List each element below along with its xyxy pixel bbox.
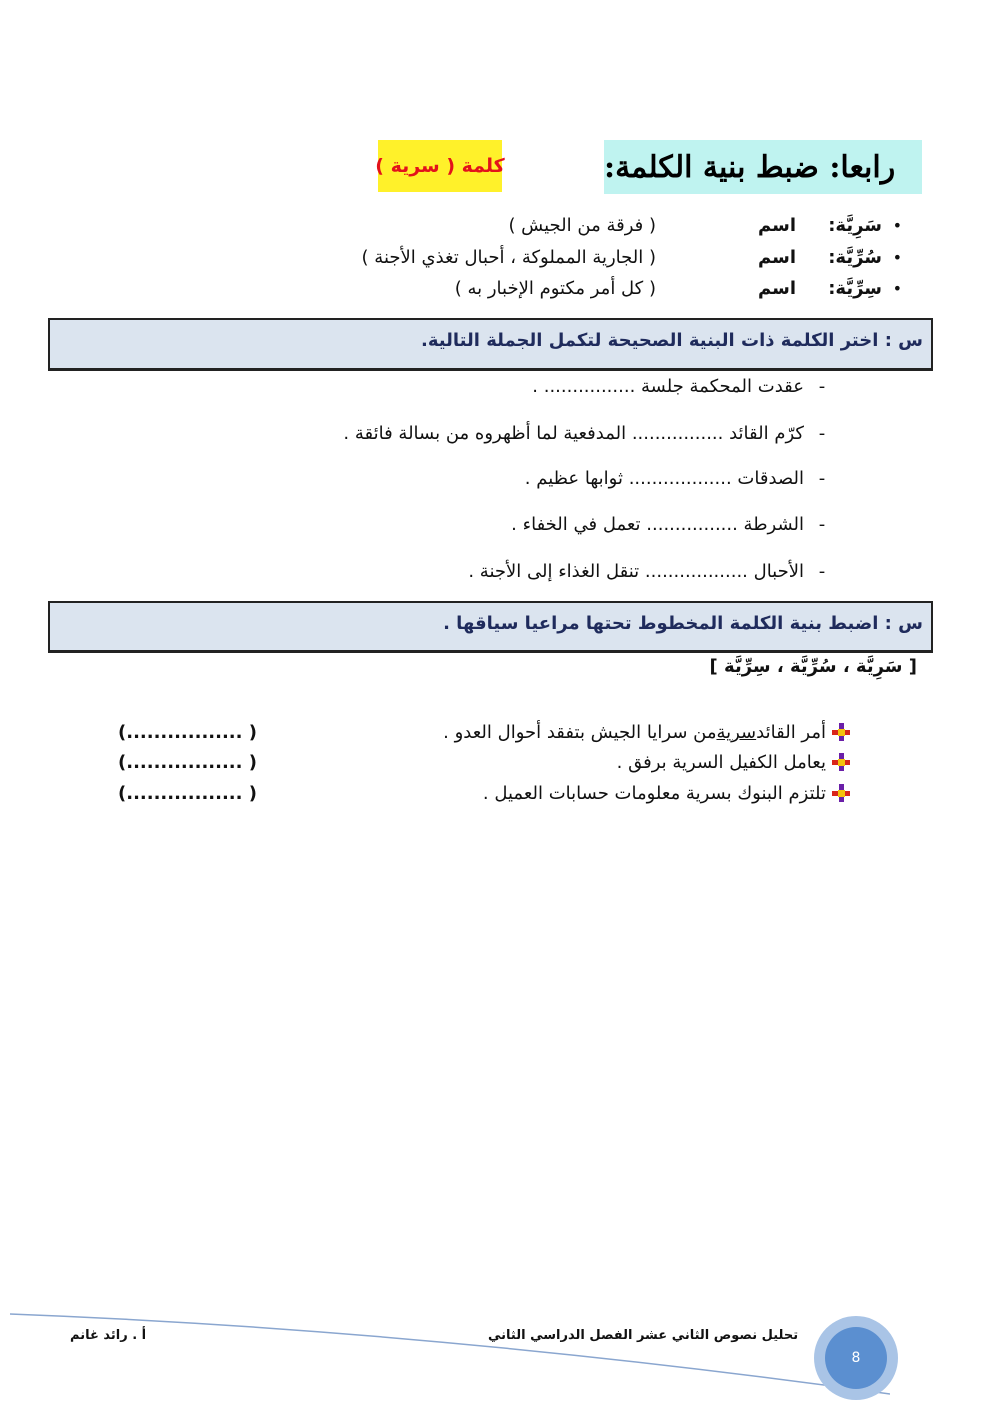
exercise-item (525, 464, 840, 492)
exercise-item (532, 372, 840, 400)
answer-blank: (................. ) (118, 721, 257, 743)
choices-list: [ سَرِيَّة ، سُرِّيَّة ، سِرِّيَّة ] (709, 656, 917, 677)
answer-blank: (................. ) (118, 782, 257, 804)
page-number: 8 (825, 1327, 887, 1389)
page-number-badge (814, 1316, 898, 1400)
plus-bullet-icon (832, 753, 850, 771)
underlined-word: سرية (716, 721, 757, 743)
sentence-text: يعامل الكفيل السرية برفق . (616, 751, 826, 773)
question-1-box (48, 318, 933, 371)
meaning-item (508, 210, 902, 240)
meaning-word: سِرِّيَّة: (828, 277, 882, 299)
sentence-text-after: من سرايا الجيش بتفقد أحوال العدو . (443, 721, 717, 743)
meaning-pos: اسم (758, 214, 796, 236)
question-2-box (48, 601, 933, 653)
exercise-item (511, 510, 840, 538)
dash: - (818, 422, 826, 444)
bullet: • (892, 278, 902, 298)
footer-course: تحليل نصوص الثاني عشر الفصل الدراسي الثاني (488, 1328, 799, 1343)
answer-blank: (................. ) (118, 751, 257, 773)
dash: - (818, 560, 826, 582)
meaning-item (455, 273, 902, 303)
exercise-text: الأحبال .................. تنقل الغذاء إلى الأجنة . (468, 560, 804, 582)
question-1-prompt: س : اختر الكلمة ذات البنية الصحيحة لتكمل الجملة التالية. (421, 330, 923, 351)
plus-bullet-icon (832, 784, 850, 802)
section-title: رابعا: ضبط بنية الكلمة: (604, 140, 922, 194)
bullet: • (892, 247, 902, 267)
meaning-definition: ( كل أمر مكتوم الإخبار به ) (454, 277, 656, 299)
exercise-text: الصدقات .................. ثوابها عظيم . (524, 467, 804, 489)
exercise-text: كرّم القائد ................ المدفعية لما أظهروه من بسالة فائقة . (343, 422, 804, 444)
footer-author: أ . رائد غانم (70, 1328, 147, 1343)
exercise-text: عقدت المحكمة جلسة ................ . (532, 375, 804, 397)
sentence-text: تلتزم البنوك بسرية معلومات حسابات العميل . (482, 782, 826, 804)
sentence-text-before: أمر القائد (756, 721, 826, 743)
dash: - (818, 375, 826, 397)
meaning-pos: اسم (758, 277, 796, 299)
target-word-label: كلمة ( سرية ) (378, 140, 502, 192)
dash: - (818, 513, 826, 535)
sentence-item (617, 748, 850, 776)
meaning-definition: ( فرقة من الجيش ) (508, 214, 656, 236)
plus-bullet-icon (832, 723, 850, 741)
sentence-item (443, 718, 850, 746)
meaning-item (362, 242, 902, 272)
meaning-word: سُرِّيَّة: (828, 246, 882, 268)
exercise-text: الشرطة ................ تعمل في الخفاء . (511, 513, 804, 535)
exercise-item (468, 557, 840, 585)
dash: - (818, 467, 826, 489)
exercise-item (343, 419, 840, 447)
meaning-definition: ( الجارية المملوكة ، أحبال تغذي الأجنة ) (361, 246, 656, 268)
meaning-pos: اسم (758, 246, 796, 268)
meaning-word: سَرِيَّة: (828, 214, 882, 236)
bullet: • (892, 215, 902, 235)
sentence-item (483, 779, 850, 807)
footer-divider (10, 1312, 890, 1396)
question-2-prompt: س : اضبط بنية الكلمة المخطوط تحتها مراعيا سياقها . (443, 613, 923, 634)
